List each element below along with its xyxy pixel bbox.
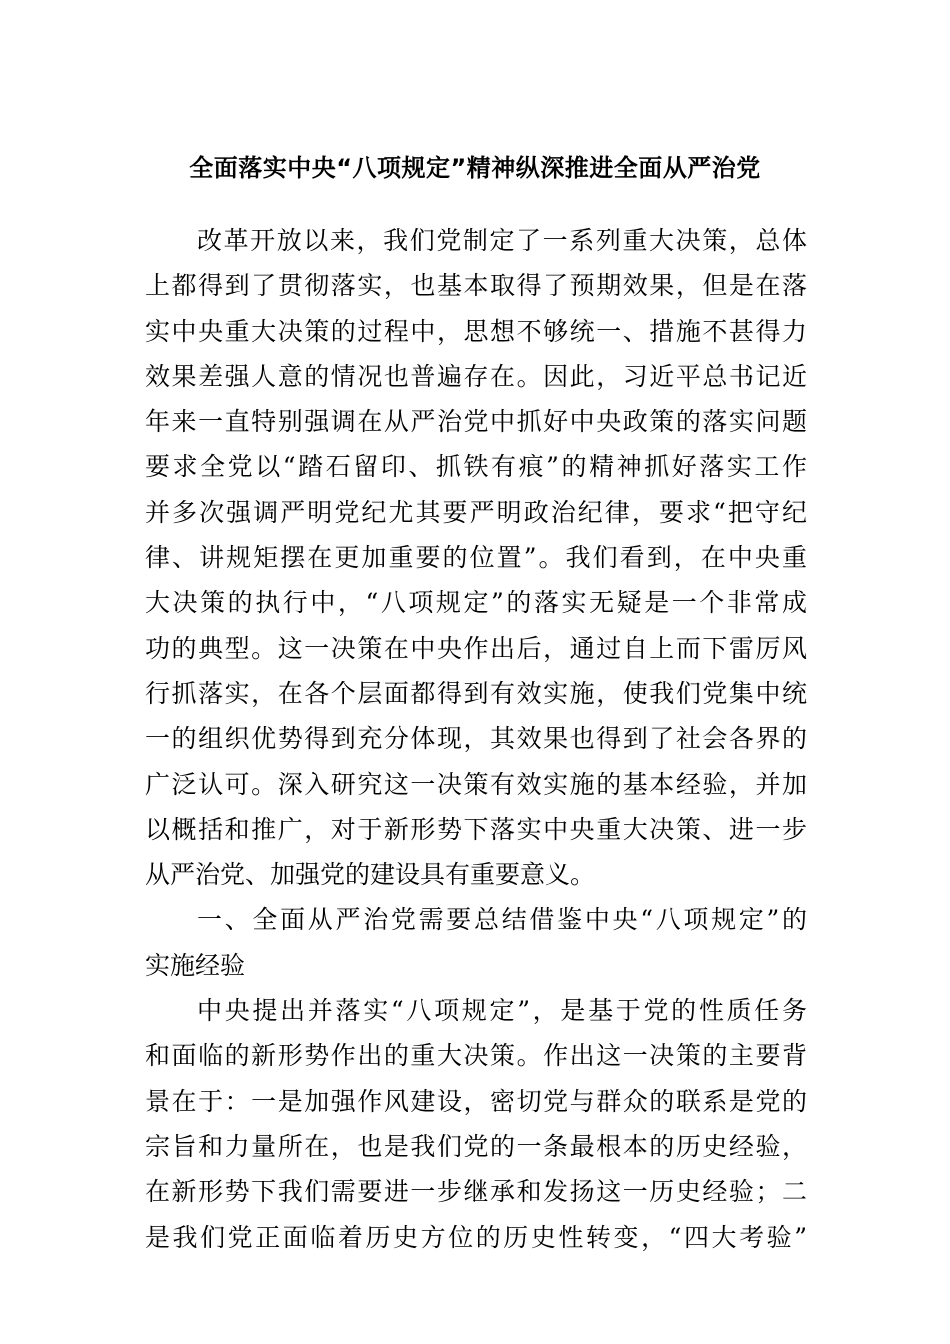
paragraph-line: 一的组织优势得到充分体现，其效果也得到了社会各界的 [145,724,807,754]
paragraph-line: 和面临的新形势作出的重大决策。作出这一决策的主要背 [145,1041,807,1071]
paragraph-line: 在新形势下我们需要进一步继承和发扬这一历史经验；二 [145,1177,807,1207]
paragraph-line: 广泛认可。深入研究这一决策有效实施的基本经验，并加 [145,769,807,799]
paragraph-line: 上都得到了贯彻落实，也基本取得了预期效果，但是在落 [145,271,807,301]
paragraph-line: 从严治党、加强党的建设具有重要意义。 [145,860,596,890]
paragraph-line: 年来一直特别强调在从严治党中抓好中央政策的落实问题 [145,407,807,437]
paragraph-line: 并多次强调严明党纪尤其要严明政治纪律，要求“把守纪 [145,497,807,527]
paragraph-line: 功的典型。这一决策在中央作出后，通过自上而下雷厉风 [145,633,807,663]
paragraph-line: 以概括和推广，对于新形势下落实中央重大决策、进一步 [145,814,807,844]
paragraph-line: 改革开放以来，我们党制定了一系列重大决策，总体 [197,226,807,255]
paragraph-line: 行抓落实，在各个层面都得到有效实施，使我们党集中统 [145,678,807,708]
paragraph-line: 律、讲规矩摆在更加重要的位置”。我们看到，在中央重 [145,543,807,573]
paragraph-line: 宗旨和力量所在，也是我们党的一条最根本的历史经验， [145,1131,807,1161]
paragraph-line: 要求全党以“踏石留印、抓铁有痕”的精神抓好落实工作 [145,452,807,482]
paragraph-line: 效果差强人意的情况也普遍存在。因此，习近平总书记近 [145,361,807,391]
section-heading-line: 实施经验 [145,950,246,980]
paragraph-line: 大决策的执行中，“八项规定”的落实无疑是一个非常成 [145,588,807,618]
section-heading-line: 一、全面从严治党需要总结借鉴中央“八项规定”的 [197,905,807,935]
document-title: 全面落实中央“八项规定”精神纵深推进全面从严治党 [189,154,761,182]
paragraph-line: 是我们党正面临着历史方位的历史性转变，“四大考验” [145,1222,807,1252]
document-body [145,218,807,1260]
paragraph-line: 景在于：一是加强作风建设，密切党与群众的联系是党的 [145,1086,807,1116]
paragraph-line: 实中央重大决策的过程中，思想不够统一、措施不甚得力 [145,316,807,346]
paragraph-line: 中央提出并落实“八项规定”，是基于党的性质任务 [197,996,807,1026]
